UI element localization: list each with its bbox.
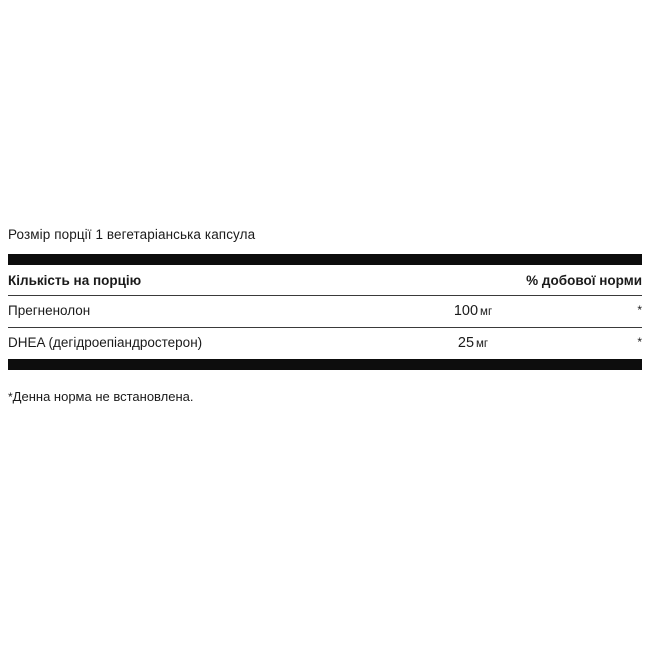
daily-value-asterisk: *	[637, 335, 642, 349]
supplement-facts-panel	[8, 226, 642, 406]
nutrient-daily-value	[518, 301, 642, 320]
footnote	[8, 370, 642, 406]
table-row	[8, 296, 642, 327]
daily-value-asterisk: *	[637, 303, 642, 317]
serving-size-text: Розмір порції 1 вегетаріанська капсула	[8, 227, 256, 242]
nutrient-daily-value	[518, 333, 642, 352]
table-row	[8, 328, 642, 359]
footnote-asterisk: *	[8, 390, 13, 404]
nutrient-name: DHEA (дегідроепіандростерон)	[8, 335, 203, 350]
nutrient-amount-value: 25	[457, 335, 475, 351]
nutrient-amount-unit: мг	[476, 338, 489, 350]
header-percent-daily-value: % добової норми	[526, 273, 642, 288]
table-header-row	[8, 265, 642, 295]
header-amount-per-serving: Кількість на порцію	[8, 273, 142, 288]
nutrient-amount	[428, 302, 518, 322]
nutrient-name: Прегненолон	[8, 303, 91, 318]
divider-thick-bottom	[8, 359, 642, 370]
footnote-text: Денна норма не встановлена.	[12, 389, 194, 404]
nutrient-amount	[428, 334, 518, 354]
divider-thick-top	[8, 254, 642, 265]
nutrient-amount-value: 100	[453, 303, 479, 319]
nutrient-amount-unit: мг	[480, 306, 493, 318]
